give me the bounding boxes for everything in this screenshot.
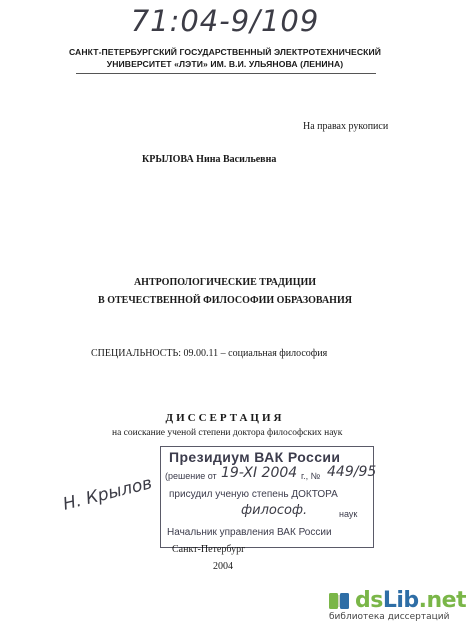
document-type: ДИССЕРТАЦИЯ bbox=[165, 412, 285, 424]
stamp-field-suffix: наук bbox=[339, 509, 358, 519]
stamp-decision-date: 19-XI 2004 bbox=[221, 465, 298, 481]
stamp-decision-number: 449/95 bbox=[327, 464, 377, 480]
title-line-2: В ОТЕЧЕСТВЕННОЙ ФИЛОСОФИИ ОБРАЗОВАНИЯ bbox=[98, 295, 352, 306]
dslib-watermark bbox=[325, 588, 466, 631]
year: 2004 bbox=[213, 561, 233, 572]
header-rule bbox=[76, 73, 376, 74]
specialty: СПЕЦИАЛЬНОСТЬ: 09.00.11 – социальная философия bbox=[91, 348, 328, 359]
author-name: КРЫЛОВА Нина Васильевна bbox=[142, 154, 277, 165]
stamp-presidium: Президиум ВАК России bbox=[169, 449, 341, 465]
city: Санкт-Петербург bbox=[172, 544, 246, 555]
stamp-decision-no-label: г., № bbox=[301, 471, 321, 481]
stamp-field-handwritten: философ. bbox=[241, 503, 308, 518]
stamp-decision-label: (решение от bbox=[165, 471, 217, 481]
dslib-logo-icon bbox=[329, 591, 351, 611]
title-line-1: АНТРОПОЛОГИЧЕСКИЕ ТРАДИЦИИ bbox=[133, 277, 317, 288]
university-line-1: САНКТ-ПЕТЕРБУРГСКИЙ ГОСУДАРСТВЕННЫЙ ЭЛЕКТРОТЕХНИЧЕСКИЙ bbox=[68, 47, 382, 57]
dslib-subtitle: библиотека диссертаций bbox=[329, 612, 450, 622]
dslib-logo-text: dsLib.net bbox=[355, 588, 466, 613]
vak-stamp bbox=[160, 446, 377, 548]
university-line-2: УНИВЕРСИТЕТ «ЛЭТИ» ИМ. В.И. УЛЬЯНОВА (ЛЕНИНА) bbox=[106, 59, 344, 69]
margin-signature: Н. Крылов bbox=[60, 473, 155, 515]
rights-note: На правах рукописи bbox=[303, 121, 389, 132]
stamp-degree-awarded: присудил ученую степень ДОКТОРА bbox=[169, 489, 338, 500]
stamp-head-of-department: Начальник управления ВАК России bbox=[167, 527, 332, 538]
archive-number: 71:04-9/109 bbox=[130, 4, 320, 38]
degree-line: на соискание ученой степени доктора философских наук bbox=[112, 428, 343, 438]
